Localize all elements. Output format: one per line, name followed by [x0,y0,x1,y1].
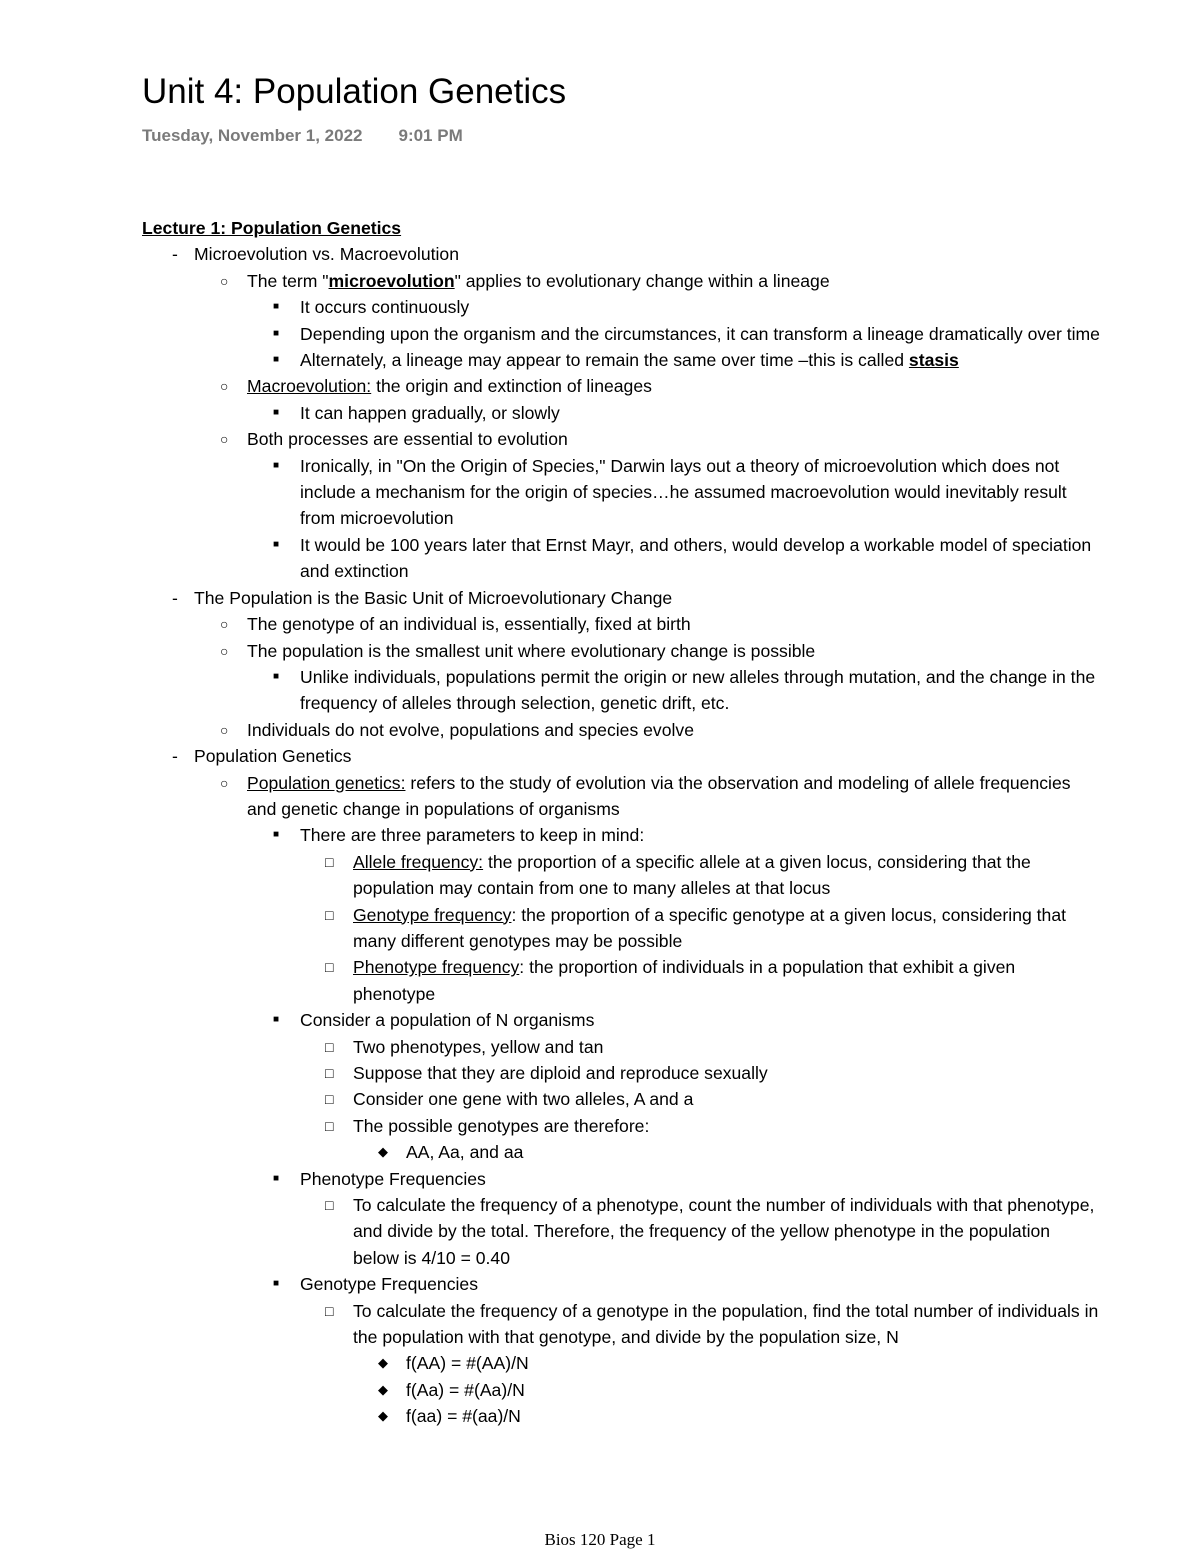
bullet-marker: □ [325,1197,334,1214]
outline-item-level-3 [142,347,1100,373]
bullet-marker: ■ [273,301,280,313]
item-text: To calculate the frequency of a genotype in the population, find the total number of individuals in the population with that genotype, and divide by the population size, N [353,1300,1099,1348]
item-text: f(Aa) = #(Aa)/N [406,1379,525,1400]
bullet-marker: ◆ [378,1355,388,1371]
item-text: The genotype of an individual is, essentially, fixed at birth [247,614,691,635]
outline-item-level-3 [142,453,1100,532]
bullet-marker: ◆ [378,1408,388,1424]
bullet-marker: ○ [220,774,229,791]
underlined-term: Allele frequency: [353,851,484,872]
note-date: Tuesday, November 1, 2022 [142,126,363,145]
item-text: Consider a population of N organisms [300,1010,595,1031]
note-body [142,215,1100,1430]
item-text: " applies to evolutionary change within a lineage [454,270,830,291]
outline-item-level-2 [142,426,1100,452]
outline-item-level-3 [142,822,1100,848]
underlined-term: Genotype frequency [353,904,512,925]
outline-item-level-2 [142,717,1100,743]
item-text: AA, Aa, and aa [406,1142,524,1163]
bullet-marker: ■ [273,1172,280,1184]
item-text: The term " [247,270,329,291]
outline-item-level-4 [142,849,1100,902]
note-time: 9:01 PM [398,126,463,145]
outline-item-level-5 [142,1350,1100,1376]
outline-item-level-3 [142,532,1100,585]
outline-item-level-2 [142,373,1100,399]
outline-item-level-3 [142,664,1100,717]
outline-item-level-4 [142,1298,1100,1351]
bullet-marker: ○ [220,431,229,448]
page-footer: Bios 120 Page 1 [544,1530,656,1549]
outline-item-level-1 [142,241,1100,267]
bullet-marker: □ [325,906,334,923]
outline-item-level-3 [142,294,1100,320]
outline-item-level-1 [142,585,1100,611]
item-text: Suppose that they are diploid and reproduce sexually [353,1063,768,1083]
item-text: Population Genetics [194,746,352,767]
item-text: Two phenotypes, yellow and tan [353,1036,604,1057]
outline-item-level-4 [142,1086,1100,1112]
outline-item-level-5 [142,1403,1100,1429]
item-text: Individuals do not evolve, populations and species evolve [247,719,694,740]
note-metadata [142,126,463,146]
outline-item-level-2 [142,770,1100,823]
item-text: There are three parameters to keep in mind: [300,825,645,846]
outline-item-level-4 [142,1034,1100,1060]
underlined-term: Population genetics: [247,772,406,793]
item-text: To calculate the frequency of a phenotype, count the number of individuals with that phenotype, and divide by the total. Therefore, the frequency of the yellow phenotype in the population below is 4/10 = 0.40 [353,1195,1095,1268]
outline-item-level-1 [142,743,1100,769]
bullet-marker: ○ [220,721,229,738]
bullet-marker: ■ [273,1014,280,1026]
item-text: : the proportion of a specific genotype at a given locus, considering that many different genotypes may be possible [353,904,1066,951]
bullet-marker: - [172,587,178,608]
item-text: The population is the smallest unit where evolutionary change is possible [247,640,816,661]
key-term: stasis [908,350,959,371]
bullet-marker: □ [325,1065,334,1081]
section-heading: Lecture 1: Population Genetics [142,218,402,238]
bullet-marker: □ [325,1091,334,1108]
outline-item-level-4 [142,1060,1100,1086]
bullet-marker: □ [325,1302,334,1319]
bullet-marker: ■ [273,406,280,418]
outline-item-level-3 [142,321,1100,347]
outline-item-level-3 [142,1271,1100,1297]
item-text: The possible genotypes are therefore: [353,1115,650,1136]
bullet-marker: ○ [220,378,229,395]
underlined-term: Macroevolution: [247,376,372,397]
item-text: It can happen gradually, or slowly [300,402,560,423]
item-text: Unlike individuals, populations permit the origin or new alleles through mutation, and the change in the frequency of alleles through selection, genetic drift, etc. [300,666,1096,714]
item-text: Genotype Frequencies [300,1274,478,1295]
bullet-marker: ◆ [378,1381,388,1397]
bullet-marker: ○ [220,616,229,633]
item-text: the proportion of a specific allele at a given locus, considering that the population may contain from one to many alleles at that locus [353,851,1031,899]
item-text: f(aa) = #(aa)/N [406,1406,521,1427]
bullet-marker: ■ [273,538,280,550]
outline-item-level-2 [142,611,1100,637]
bullet-marker: □ [325,853,334,870]
item-text: Depending upon the organism and the circumstances, it can transform a lineage dramatically over time [300,323,1100,344]
item-text: refers to the study of evolution via the observation and modeling of allele frequencies and genetic change in populations of organisms [247,772,1071,819]
item-text: Alternately, a lineage may appear to remain the same over time –this is called [300,350,909,371]
bullet-marker: ■ [273,354,280,366]
bullet-marker: ■ [273,670,280,682]
item-text: Microevolution vs. Macroevolution [194,244,459,265]
outline-item-level-4 [142,902,1100,955]
bullet-marker: - [172,244,178,265]
key-term: microevolution [328,270,455,291]
outline-item-level-3 [142,400,1100,426]
item-text: It would be 100 years later that Ernst Mayr, and others, would develop a workable model of speciation and extinction [300,534,1092,582]
outline-item-level-4 [142,954,1100,1007]
bullet-marker: □ [325,1117,334,1134]
outline-item-level-2 [142,268,1100,294]
bullet-marker: ◆ [378,1144,388,1160]
item-text: the origin and extinction of lineages [371,376,652,397]
item-text: The Population is the Basic Unit of Microevolutionary Change [194,587,673,608]
underlined-term: Phenotype frequency [353,957,520,978]
outline-item-level-3 [142,1166,1100,1192]
item-text: f(AA) = #(AA)/N [406,1353,529,1374]
item-text: Both processes are essential to evolution [247,429,568,450]
bullet-marker: ○ [220,642,229,659]
item-text: Ironically, in "On the Origin of Species," Darwin lays out a theory of microevolution which does not include a mechanism for the origin of species…he assumed macroevolution would inevitably result from microevolution [300,455,1067,529]
bullet-marker: - [172,746,178,767]
bullet-marker: □ [325,959,334,976]
bullet-marker: ■ [273,1278,280,1290]
item-text: : the proportion of individuals in a population that exhibit a given phenotype [353,957,1016,1004]
item-text: Consider one gene with two alleles, A and a [353,1089,694,1110]
outline-item-level-4 [142,1192,1100,1271]
outline-item-level-4 [142,1113,1100,1139]
bullet-marker: □ [325,1038,334,1055]
outline-item-level-5 [142,1377,1100,1403]
bullet-marker: ■ [273,829,280,841]
page-title: Unit 4: Population Genetics [142,72,567,111]
outline-item-level-3 [142,1007,1100,1033]
bullet-marker: ■ [273,459,280,471]
bullet-marker: ○ [220,272,229,289]
outline-item-level-5 [142,1139,1100,1165]
bullet-marker: ■ [273,327,280,339]
item-text: It occurs continuously [300,297,470,318]
outline-item-level-2 [142,638,1100,664]
item-text: Phenotype Frequencies [300,1168,486,1189]
